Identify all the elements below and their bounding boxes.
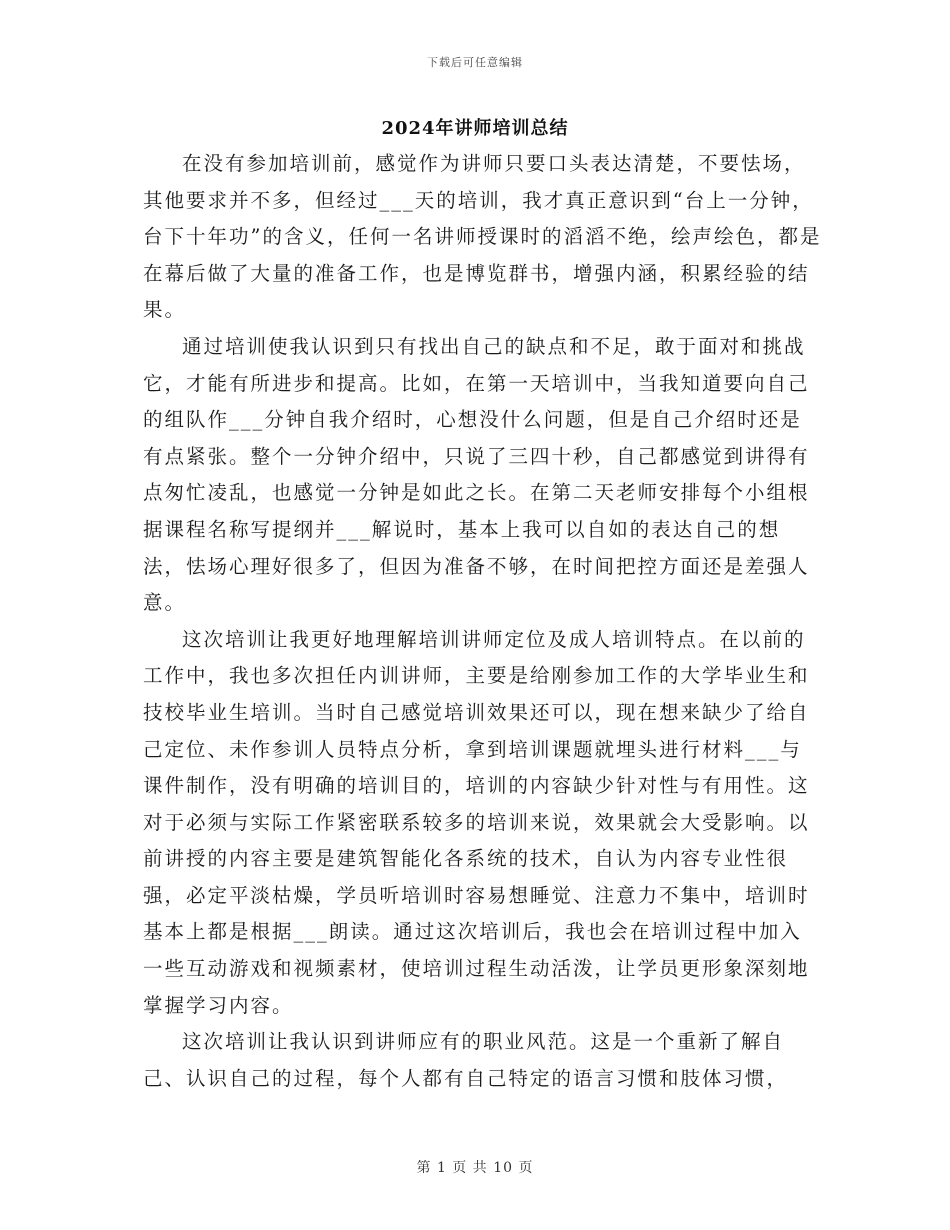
page-number-footer: 第 1 页 共 10 页	[416, 1160, 534, 1176]
document-title: 2024年讲师培训总结	[381, 118, 569, 139]
paragraph: 通过培训使我认识到只有找出自己的缺点和不足，敢于面对和挑战它，才能有所进步和提高。比如，在第一天培训中，当我知道要向自己的组队作___分钟自我介绍时，心想没什么问题，但是自己介绍时还是有点紧张。整个一分钟介绍中，只说了三四十秒，自己都感觉到讲得有点匆忙凌乱，也感觉一分钟是如此之长。在第二天老师安排每个小组根据课程名称写提纲并___解说时，基本上我可以自如的表达自己的想法，怯场心理好很多了，但因为准备不够，在时间把控方面还是差强人意。	[143, 334, 810, 615]
document-body	[143, 146, 823, 1097]
paragraph: 这次培训让我认识到讲师应有的职业风范。这是一个重新了解自己、认识自己的过程，每个人都有自己特定的语言习惯和肢体习惯，	[143, 1030, 789, 1090]
header-note: 下载后可任意编辑	[427, 56, 523, 69]
paragraph: 这次培训让我更好地理解培训讲师定位及成人培训特点。在以前的工作中，我也多次担任内训讲师，主要是给刚参加工作的大学毕业生和技校毕业生培训。当时自己感觉培训效果还可以，现在想来缺少了给自己定位、未作参训人员特点分析，拿到培训课题就埋头进行材料___与课件制作，没有明确的培训目的，培训的内容缺少针对性与有用性。这对于必须与实际工作紧密联系较多的培训来说，效果就会大受影响。以前讲授的内容主要是建筑智能化各系统的技术，自认为内容专业性很强，必定平淡枯燥，学员听培训时容易想睡觉、注意力不集中，培训时基本上都是根据___朗读。通过这次培训后，我也会在培训过程中加入一些互动游戏和视频素材，使培训过程生动活泼，让学员更形象深刻地掌握学习内容。	[143, 627, 810, 1017]
paragraph: 在没有参加培训前，感觉作为讲师只要口头表达清楚，不要怯场，其他要求并不多，但经过___天的培训，我才真正意识到“台上一分钟，台下十年功”的含义，任何一名讲师授课时的滔滔不绝，绘声绘色，都是在幕后做了大量的准备工作，也是博览群书，增强内涵，积累经验的结果。	[143, 152, 822, 322]
